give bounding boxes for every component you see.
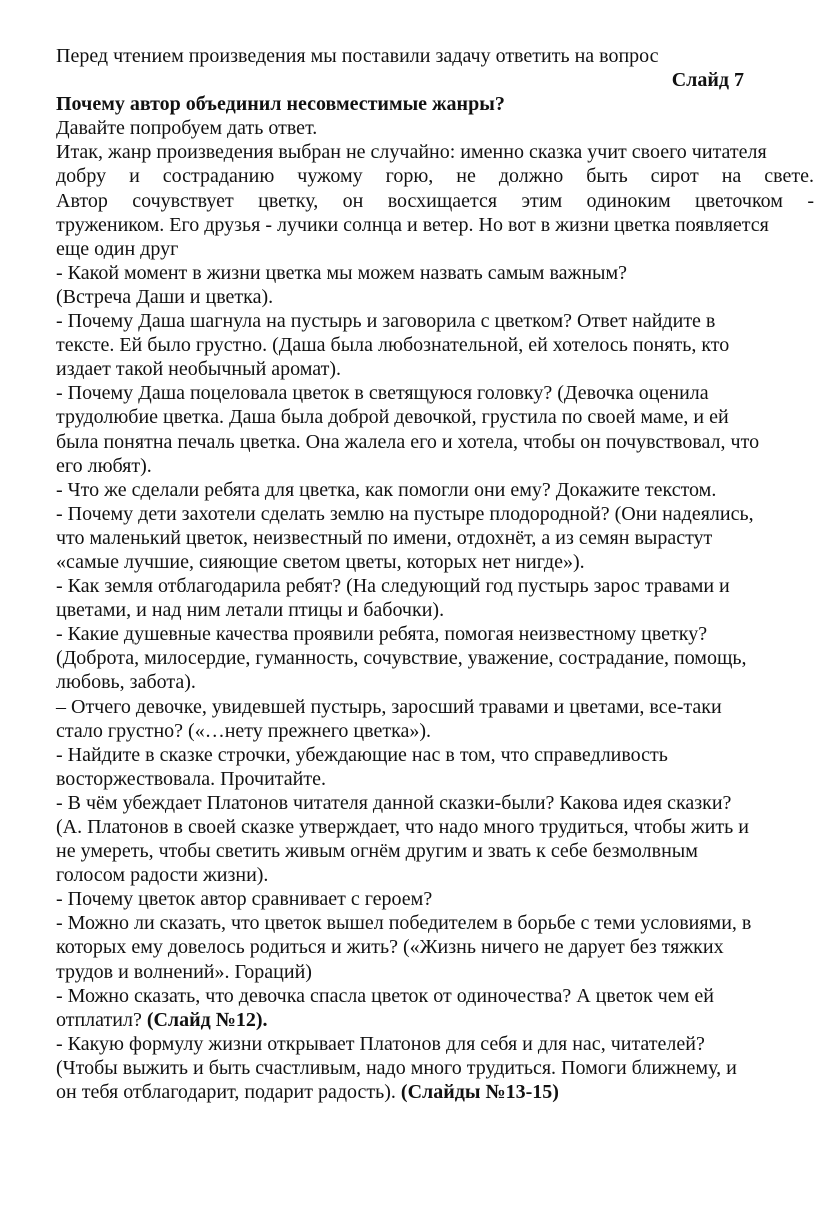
qa-line: которых ему довелось родиться и жить? («Жизнь ничего не дарует без тяжких [56,936,724,959]
document-page [56,44,814,1104]
qa-line: цветами, и над ним летали птицы и бабочки). [56,599,445,622]
qa-line: (Доброта, милосердие, гуманность, сочувствие, уважение, сострадание, помощь, [56,647,747,670]
qa-line: трудолюбие цветка. Даша была доброй девочкой, грустила по своей маме, и ей [56,406,729,429]
qa-line: - Какие душевные качества проявили ребята, помогая неизвестному цветку? [56,623,708,646]
qa-line: издает такой необычный аромат). [56,358,342,381]
qa-line: «самые лучшие, сияющие светом цветы, которых нет нигде»). [56,550,585,573]
slide-12-line [56,1008,814,1032]
qa-line: - Почему Даша шагнула на пустырь и заговорила с цветком? Ответ найдите в [56,310,716,333]
qa-line: тексте. Ей было грустно. (Даша была любознательной, ей хотелось понять, кто [56,334,730,357]
qa-line: любовь, забота). [56,671,196,694]
qa-line: - Почему дети захотели сделать землю на пустыре плодородной? (Они надеялись, [56,502,754,525]
paragraph-line: добру и состраданию чужому горю, не должно быть сирот на свете. [56,165,814,188]
question-title: Почему автор объединил несовместимые жанры? [56,93,505,116]
slide-7-label: Слайд 7 [671,69,744,92]
last-prefix: он тебя отблагодарит, подарит радость). [56,1081,401,1104]
try-answer-line: Давайте попробуем дать ответ. [56,117,318,140]
qa-line: голосом радости жизни). [56,864,269,887]
qa-line: не умереть, чтобы светить живым огнём другим и звать к себе безмолвным [56,840,698,863]
qa-line: - Почему Даша поцеловала цветок в светящуюся головку? (Девочка оценила [56,382,709,405]
slides-13-15-label: (Слайды №13-15) [400,1081,559,1104]
qa-line: - Почему цветок автор сравнивает с героем? [56,888,433,911]
qa-line: – Отчего девочке, увидевшей пустырь, заросший травами и цветами, все-таки [56,695,722,718]
qa-line: (Встреча Даши и цветка). [56,285,274,308]
intro-line: Перед чтением произведения мы поставили задачу ответить на вопрос [56,45,659,67]
qa-line: - Какой момент в жизни цветка мы можем назвать самым важным? [56,261,627,284]
qa-line: что маленький цветок, неизвестный по имени, отдохнёт, а из семян вырастут [56,526,713,549]
qa-line: - Можно сказать, что девочка спасла цветок от одиночества? А цветок чем ей [56,984,714,1007]
qa-line: - Что же сделали ребята для цветка, как помогли они ему? Докажите текстом. [56,478,717,501]
paragraph-line: тружеником. Его друзья - лучики солнца и ветер. Но вот в жизни цветка появляется [56,213,769,236]
qa-line: трудов и волнений». Гораций) [56,960,312,983]
final-line: (Чтобы выжить и быть счастливым, надо много трудиться. Помоги ближнему, и [56,1056,737,1079]
qa-line: - Найдите в сказке строчки, убеждающие нас в том, что справедливость [56,743,668,766]
qa-line: - Можно ли сказать, что цветок вышел победителем в борьбе с теми условиями, в [56,912,752,935]
paragraph-line: еще один друг [56,237,179,260]
slide-12-prefix: отплатил? [56,1008,147,1031]
paragraph-line: Автор сочувствует цветку, он восхищается этим одиноким цветочком - [56,189,814,212]
final-line: - Какую формулу жизни открывает Платонов для себя и для нас, читателей? [56,1032,705,1055]
slide-12-label: (Слайд №12). [146,1008,268,1031]
qa-line: его любят). [56,454,152,477]
slides-13-15-line [56,1080,814,1104]
qa-line: - В чём убеждает Платонов читателя данной сказки-были? Какова идея сказки? [56,791,732,814]
paragraph-line: Итак, жанр произведения выбран не случайно: именно сказка учит своего читателя [56,141,767,164]
qa-line: - Как земля отблагодарила ребят? (На следующий год пустырь зарос травами и [56,575,730,598]
qa-line: (А. Платонов в своей сказке утверждает, что надо много трудиться, чтобы жить и [56,816,749,838]
qa-line: восторжествовала. Прочитайте. [56,767,326,790]
qa-line: была понятна печаль цветка. Она жалела его и хотела, чтобы он почувствовал, что [56,430,760,453]
qa-line: стало грустно? («…нету прежнего цветка»). [56,719,432,742]
